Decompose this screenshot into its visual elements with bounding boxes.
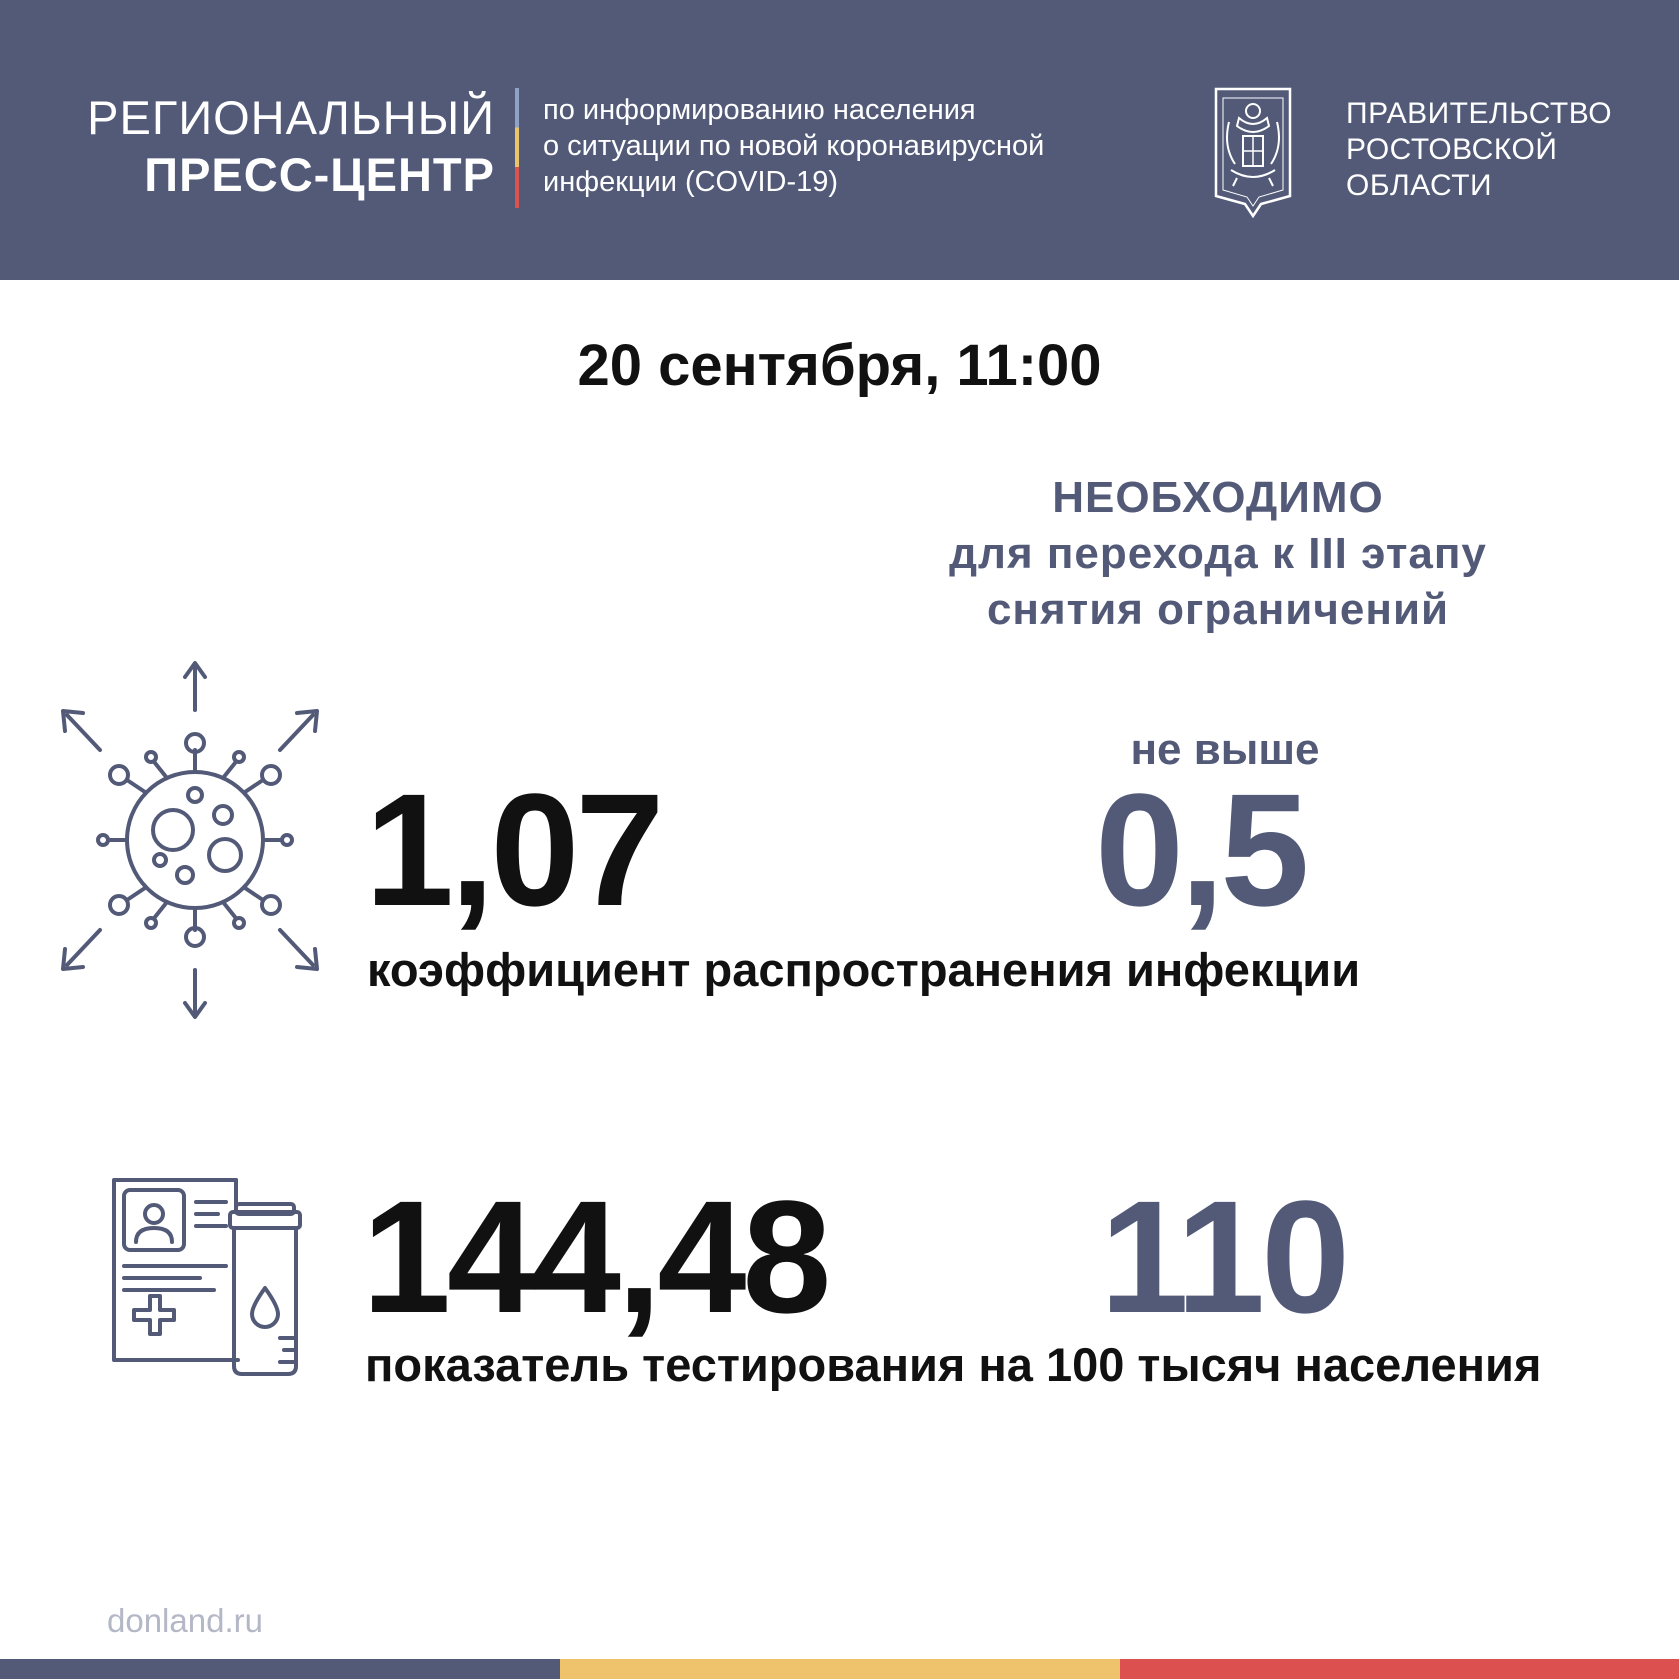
press-center-title [87,90,495,204]
subtitle-line: инфекции (COVID-19) [543,166,839,198]
gov-line: ПРАВИТЕЛЬСТВО [1346,97,1613,130]
requirement-line: НЕОБХОДИМО [1052,473,1384,522]
infection-rate-target: 0,5 [1095,760,1306,939]
coat-of-arms-icon [1213,86,1293,220]
infection-rate-label: коэффициент распространения инфекции [367,943,1361,996]
footer-bar-yellow [560,1659,1120,1679]
requirement-line: для перехода к III этапу [949,529,1487,578]
testing-rate-value: 144,48 [362,1167,828,1346]
testing-rate-label: показатель тестирования на 100 тысяч населения [365,1338,1542,1391]
footer-site-link[interactable]: donland.ru [107,1602,263,1639]
report-date: 20 сентября, 11:00 [577,333,1102,398]
medical-test-icon [110,1178,315,1378]
gov-line: РОСТОВСКОЙ [1346,133,1558,166]
subtitle-line: по информированию населения [543,94,976,126]
virus-spread-icon [55,655,335,1025]
gov-line: ОБЛАСТИ [1346,169,1493,202]
title-regional: РЕГИОНАЛЬНЫЙ [87,91,495,144]
footer-bar-red [1120,1659,1679,1679]
title-press-center: ПРЕСС-ЦЕНТР [144,148,495,201]
requirement-line: снятия ограничений [986,585,1450,634]
subtitle-line: о ситуации по новой коронавирусной [543,130,1045,162]
target-prefix: не выше [1130,725,1320,774]
header-subtitle [543,92,1044,200]
infection-rate-value: 1,07 [365,760,661,939]
footer-bar-slate [0,1659,560,1679]
header-banner [0,0,1679,280]
requirement-heading [868,470,1568,638]
government-title [1346,96,1612,204]
testing-rate-target: 110 [1100,1167,1347,1346]
header-divider [515,88,519,208]
